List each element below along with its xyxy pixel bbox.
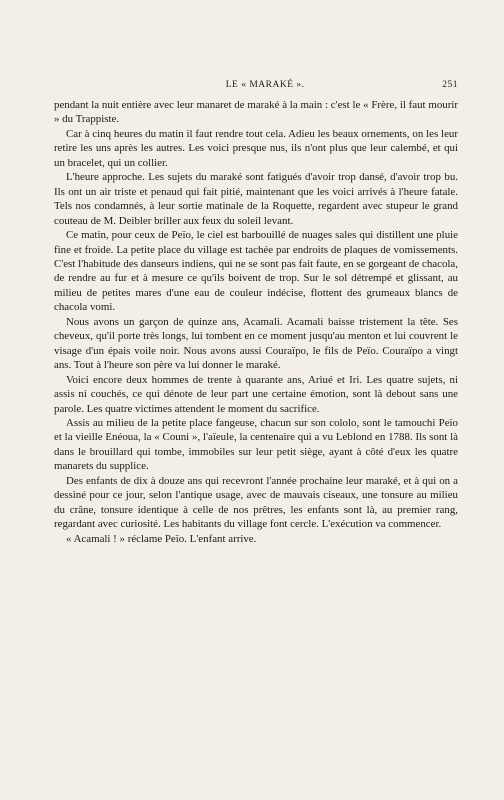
paragraph: Nous avons un garçon de quinze ans, Acamali. Acamali baisse tristement la tête. Ses cheveux, qu'il porte très longs, lui tombent en ce moment jusqu'au menton et lui couvrent le visage d'un épais voile noir. Nous avons aussi Couraïpo, le fils de Peïo. Couraïpo a vingt ans. Tout à l'heure son père va lui donner le maraké. xyxy=(54,315,458,372)
paragraph: Des enfants de dix à douze ans qui recevront l'année prochaine leur maraké, et à qui on a dessiné pour ce jour, selon l'antique usage, avec de mauvais ciseaux, une tonsure au milieu du crâne, tonsure identique à celle de nos prêtres, les enfants sont là, au premier rang, regardant avec curiosité. Les habitants du village font cercle. L'exécution va commencer. xyxy=(54,474,458,531)
page-number: 251 xyxy=(442,80,458,90)
paragraph: L'heure approche. Les sujets du maraké sont fatigués d'avoir trop dansé, d'avoir trop bu. Ils ont un air triste et penaud qui fait pitié, maintenant que les voici arrivés à l'heure fatale. Tels nos condamnés, à leur sortie matinale de la Roquette, regardent avec stupeur le grand couteau de M. Deibler briller aux feux du soleil levant. xyxy=(54,171,458,227)
paragraph: Ce matin, pour ceux de Peïo, le ciel est barbouillé de nuages sales qui distillent une pluie fine et froide. La petite place du village est tachée par endroits de plaques de vomissements. C'est l'habitude des danseurs indiens, qui ne se sont pas fait faute, en se gorgeant de chacola, de rendre au fur et à mesure ce qu'ils boivent de trop. Sur le sol détrempé et glissant, au milieu de petites mares d'une eau de couleur indécise, flottent des grumeaux blancs de chacola vomi. xyxy=(54,229,458,314)
running-head xyxy=(54,80,458,90)
paragraph: Assis au milieu de la petite place fangeuse, chacun sur son cololo, sont le tamouchi Peïo et la vieille Enéoua, la « Couni », l'aïeule, la centenaire qui a vu Leblond en 1788. Ils sont là dans le brouillard qui tombe, immobiles sur leur petit siège, ayant à côté d'eux les quatre manarets du supplice. xyxy=(54,416,458,473)
paragraph: « Acamali ! » réclame Peïo. L'enfant arrive. xyxy=(66,532,257,545)
paragraph: Voici encore deux hommes de trente à quarante ans, Ariué et Iri. Les quatre sujets, ni assis ni couchés, ce qui dénote de leur part une certaine émotion, sont là debout sans une parole. Les quatre victimes attendent le moment du sacrifice. xyxy=(54,373,458,415)
body-text xyxy=(54,98,458,546)
running-title: LE « MARAKÉ ». xyxy=(225,80,305,90)
paragraph: pendant la nuit entière avec leur manaret de maraké à la main : c'est le « Frère, il faut mourir » du Trappiste. xyxy=(54,99,458,126)
paragraph: Car à cinq heures du matin il faut rendre tout cela. Adieu les beaux ornements, on les leur retire les uns après les autres. Les voici presque nus, ils n'ont plus que leur calembé, et qui un bracelet, qui un collier. xyxy=(54,127,458,169)
